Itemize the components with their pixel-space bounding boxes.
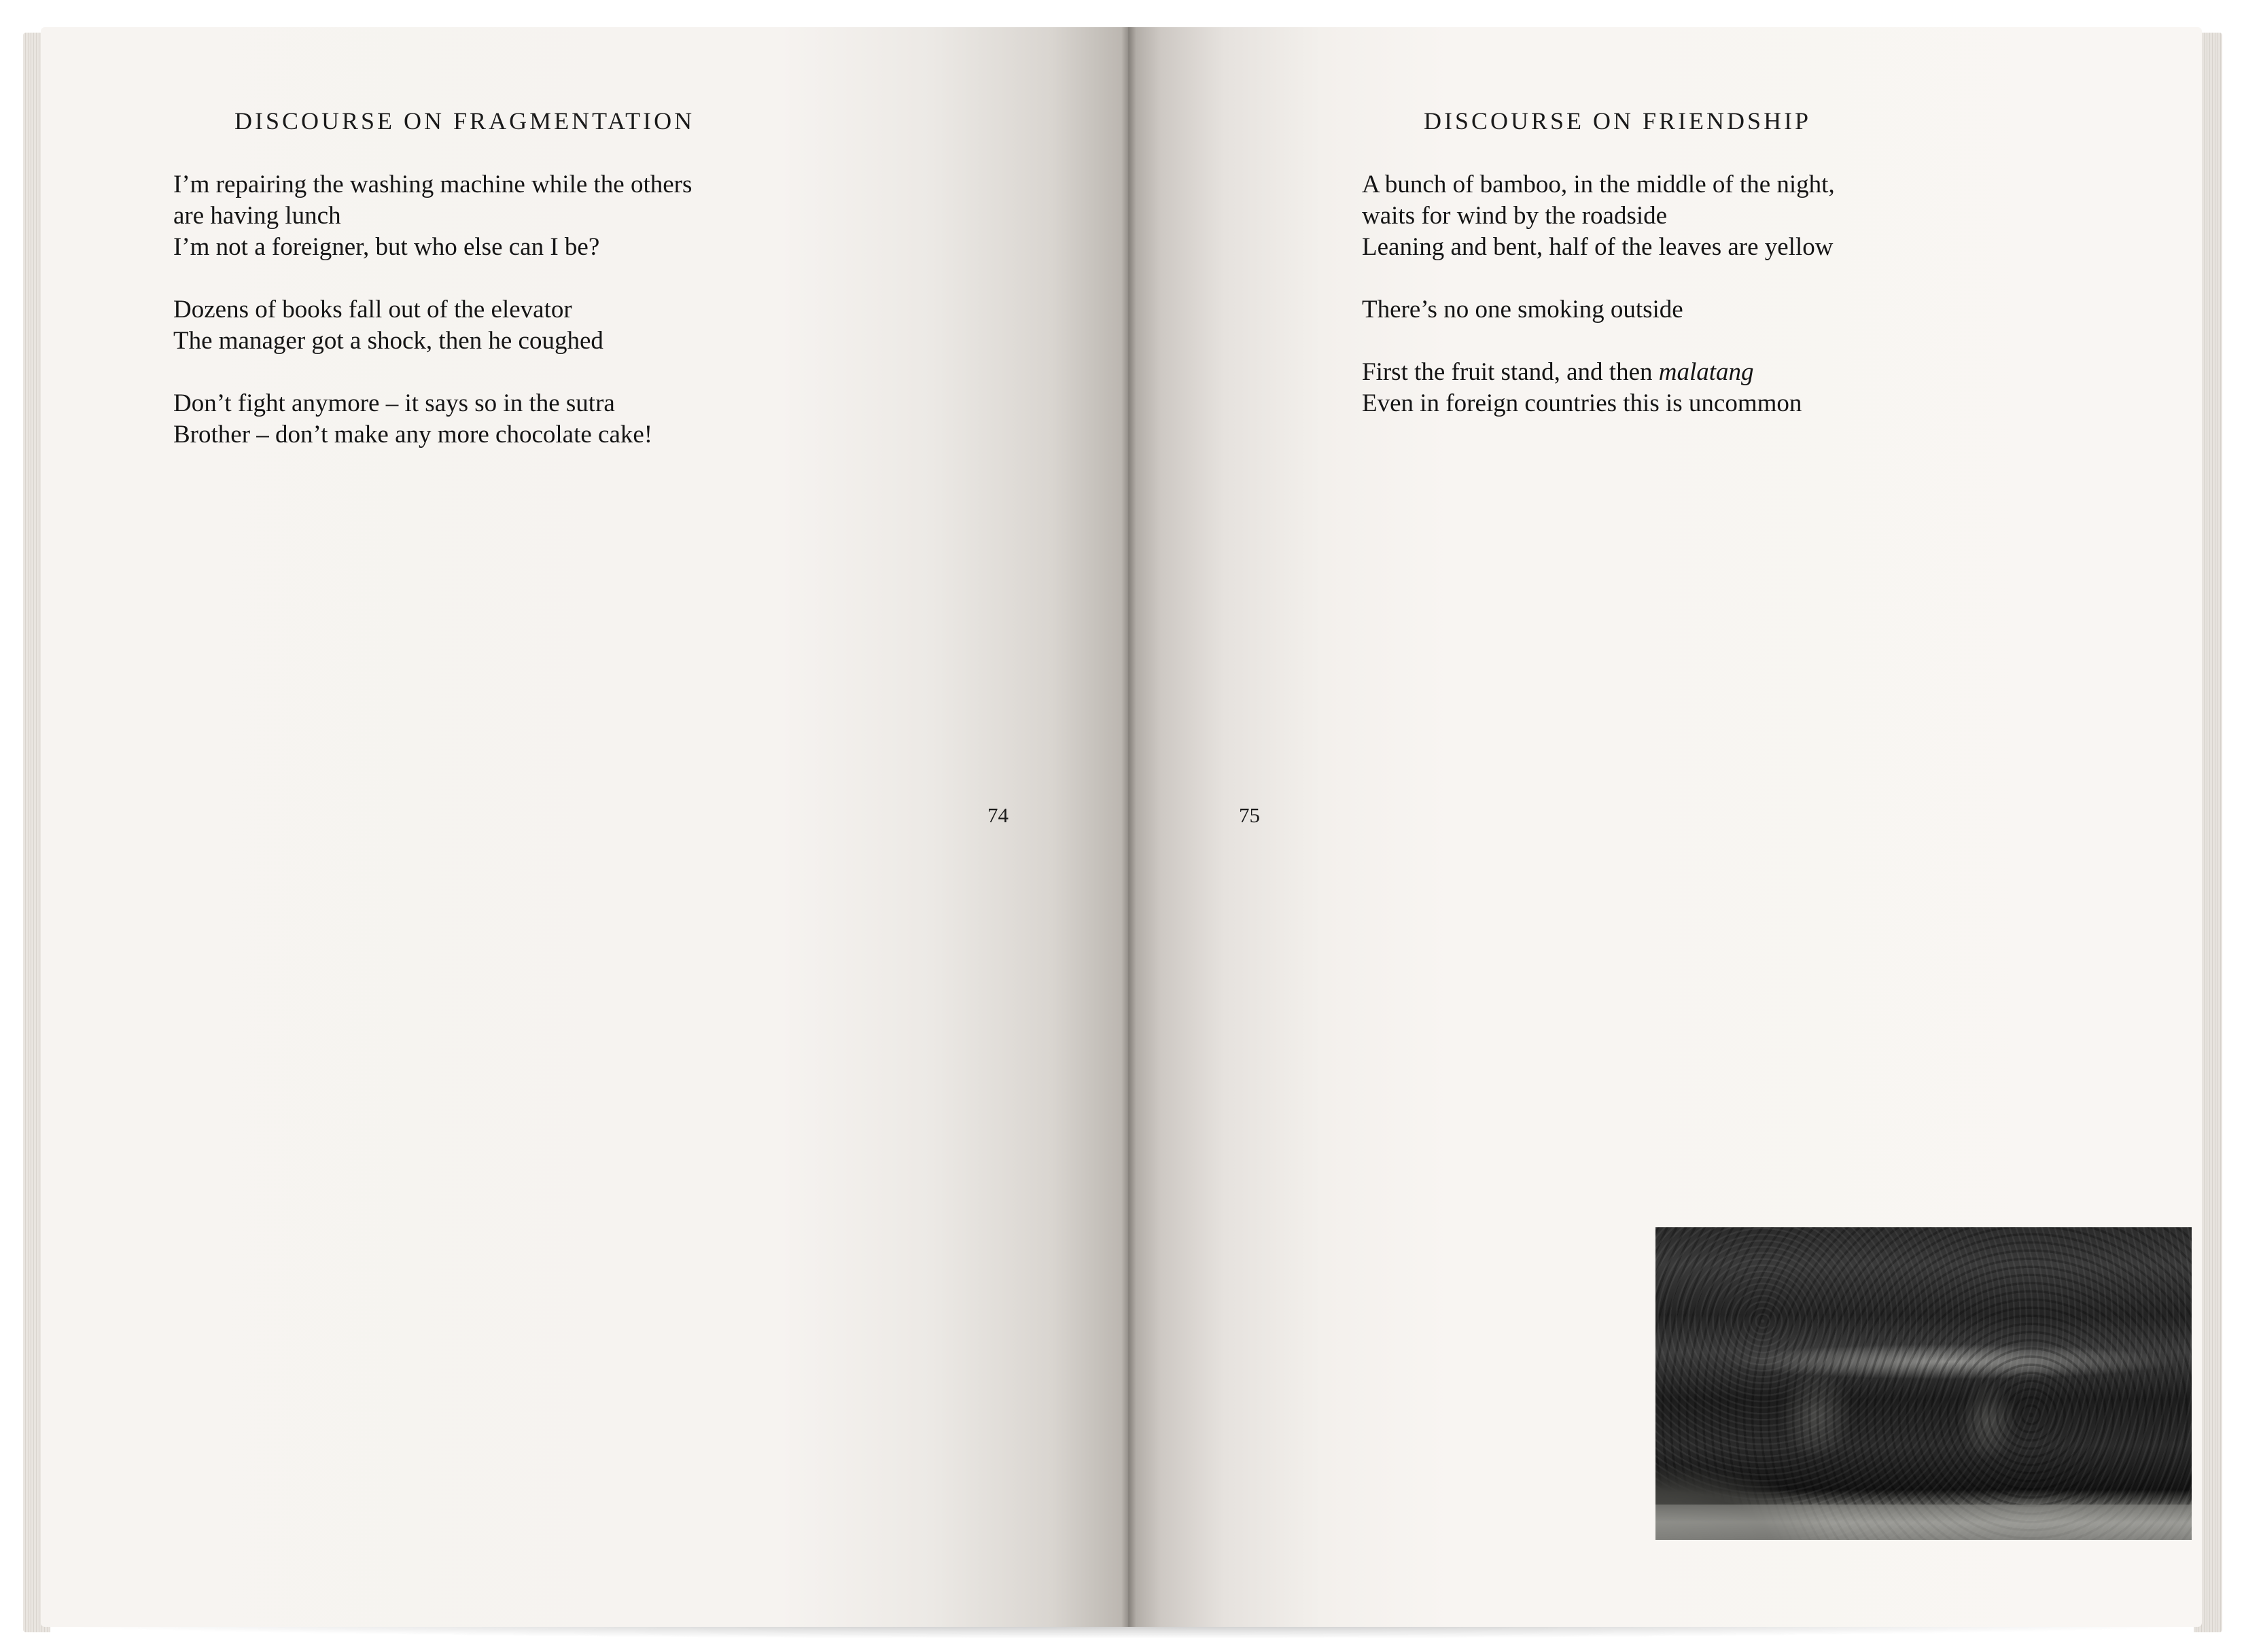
poem-line: Leaning and bent, half of the leaves are yellow [1362, 233, 1834, 261]
page-number-right: 75 [1239, 803, 1260, 827]
poem-line: The manager got a shock, then he coughed [173, 327, 603, 355]
stanza [173, 388, 692, 451]
poem-line: Don’t fight anymore – it says so in the sutra [173, 389, 615, 417]
photo-ground [1655, 1505, 2192, 1540]
page-number-left: 74 [987, 803, 1009, 827]
poem-line: Dozens of books fall out of the elevator [173, 296, 572, 323]
right-running-head: DISCOURSE ON FRIENDSHIP [1424, 107, 1812, 135]
stanza [1362, 169, 1835, 263]
poem-line [1362, 357, 1835, 388]
stanza [1362, 357, 1835, 419]
left-running-head: DISCOURSE ON FRAGMENTATION [234, 107, 695, 135]
stanza [173, 169, 692, 263]
book-gutter [1121, 27, 1136, 1627]
poem-line: A bunch of bamboo, in the middle of the night, [1362, 171, 1835, 198]
left-poem [173, 169, 692, 482]
stanza [173, 294, 692, 357]
poem-line: Even in foreign countries this is uncommon [1362, 389, 1802, 417]
poem-line: waits for wind by the roadside [1362, 202, 1668, 230]
poem-line: Brother – don’t make any more chocolate cake! [173, 421, 653, 449]
poem-line: I’m repairing the washing machine while the others [173, 171, 693, 198]
stanza [1362, 294, 1835, 326]
italic-word: malatang [1658, 358, 1754, 386]
photo-rock-quarry [1655, 1227, 2192, 1540]
right-poem [1362, 169, 1835, 451]
poem-line: I’m not a foreigner, but who else can I be? [173, 233, 600, 261]
poem-line: There’s no one smoking outside [1362, 296, 1683, 323]
poem-line-text: First the fruit stand, and then [1362, 358, 1659, 386]
poem-line: are having lunch [173, 202, 341, 230]
